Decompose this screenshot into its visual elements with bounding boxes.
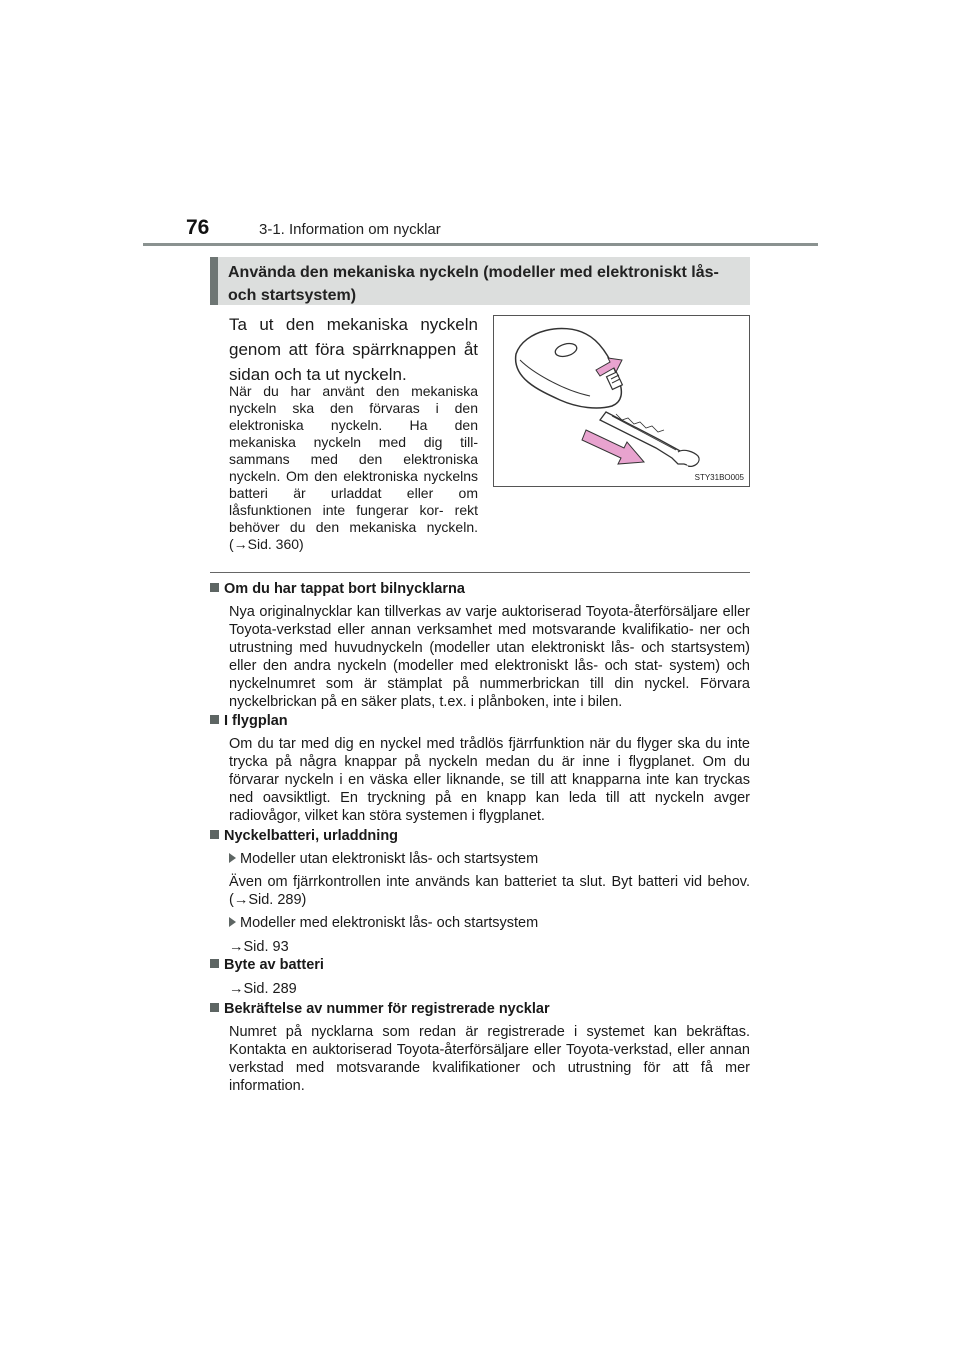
square-bullet-icon (210, 583, 219, 592)
section-heading: Byte av batteri (224, 957, 324, 973)
square-bullet-icon (210, 715, 219, 724)
square-bullet-icon (210, 959, 219, 968)
section-body: Numret på nycklarna som redan är registrerade i systemet kan bekräftas. Kontakta en auktoriserad Toyota-återförsäljare eller Toyota-verkstad, eller annan verkstad med motsvarande kvalifikationer och utrustning för att få mer information. (229, 1024, 750, 1094)
square-bullet-icon (210, 1003, 219, 1012)
lead-instruction: Ta ut den mekaniska nyckeln genom att föra spärrknappen åt sidan och ta ut nyckeln. (229, 315, 478, 384)
page-reference: →Sid. 289 (229, 981, 297, 997)
section-body: Om du tar med dig en nyckel med trådlös fjärrfunktion när du flyger ska du inte trycka på några knappar på nyckeln medan du är inne i flygplanet. Om du förvarar nyckeln i en väska eller liknande, se till att knapparna inte kan tryckas ned oavsiktligt. En tryckning på en knapp kan leda till att nyckeln avger radiovågor, vilket kan störa systemen i flygplanet. (229, 736, 750, 824)
section-title: 3-1. Information om nycklar (259, 221, 441, 238)
figure-code: STY31BO005 (694, 473, 744, 482)
section-registered-keys (210, 1000, 750, 1095)
page-reference: →Sid. 93 (229, 939, 289, 955)
section-heading: Bekräftelse av nummer för registrerade nycklar (224, 1001, 550, 1017)
page-number: 76 (186, 216, 210, 239)
section-heading: Nyckelbatteri, urladdning (224, 828, 399, 844)
square-bullet-icon (210, 830, 219, 839)
section-body: Även om fjärrkontrollen inte används kan batteriet ta slut. Byt batteri vid behov. (→Sid. 289) (229, 874, 750, 908)
subheading: Modeller utan elektroniskt lås- och startsystem (240, 851, 539, 867)
section-lost-keys (210, 580, 750, 711)
mechanical-key-illustration (494, 316, 749, 486)
section-body: Nya originalnycklar kan tillverkas av varje auktoriserad Toyota-återförsäljare eller Toyota-verkstad eller annan verksamhet med motsvarande kvalifikatio- ner och utrustning med huvudnyckeln (modeller utan elektroniskt lås- och startsystem) eller den andra nyckeln (modeller med elektroniskt lås- och stat- system) och nyckelnumret som är stämplat på nummerbrickan till din nyckel. Förvara nyckelbrickan på en säker plats, t.ex. i plånboken, inte i bilen. (229, 604, 750, 710)
section-key-battery (210, 827, 750, 956)
section-divider (210, 572, 750, 573)
section-battery-replacement (210, 956, 750, 998)
section-heading: I flygplan (224, 713, 288, 729)
header-divider (143, 243, 818, 246)
triangle-bullet-icon (229, 853, 236, 863)
triangle-bullet-icon (229, 917, 236, 927)
key-illustration (493, 315, 750, 487)
section-airplane (210, 712, 750, 825)
subheading: Modeller med elektroniskt lås- och startsystem (240, 915, 539, 931)
note-text: När du har använt den mekaniska nyckeln ska den förvaras i den elektroniska nyckeln. Ha den mekaniska nyckeln med dig till- sammans med den elektroniska nyckeln. Om den elektroniska nyckelns batteri är urladdat eller om låsfunktionen inte fungerar kor- rekt behöver du den mekaniska nyckeln. (→Sid. 360) (229, 383, 478, 552)
topic-title: Använda den mekaniska nyckeln (modeller med elektroniskt lås- och startsystem) (228, 264, 719, 304)
section-heading: Om du har tappat bort bilnycklarna (224, 581, 465, 597)
topic-title-box (210, 257, 750, 305)
